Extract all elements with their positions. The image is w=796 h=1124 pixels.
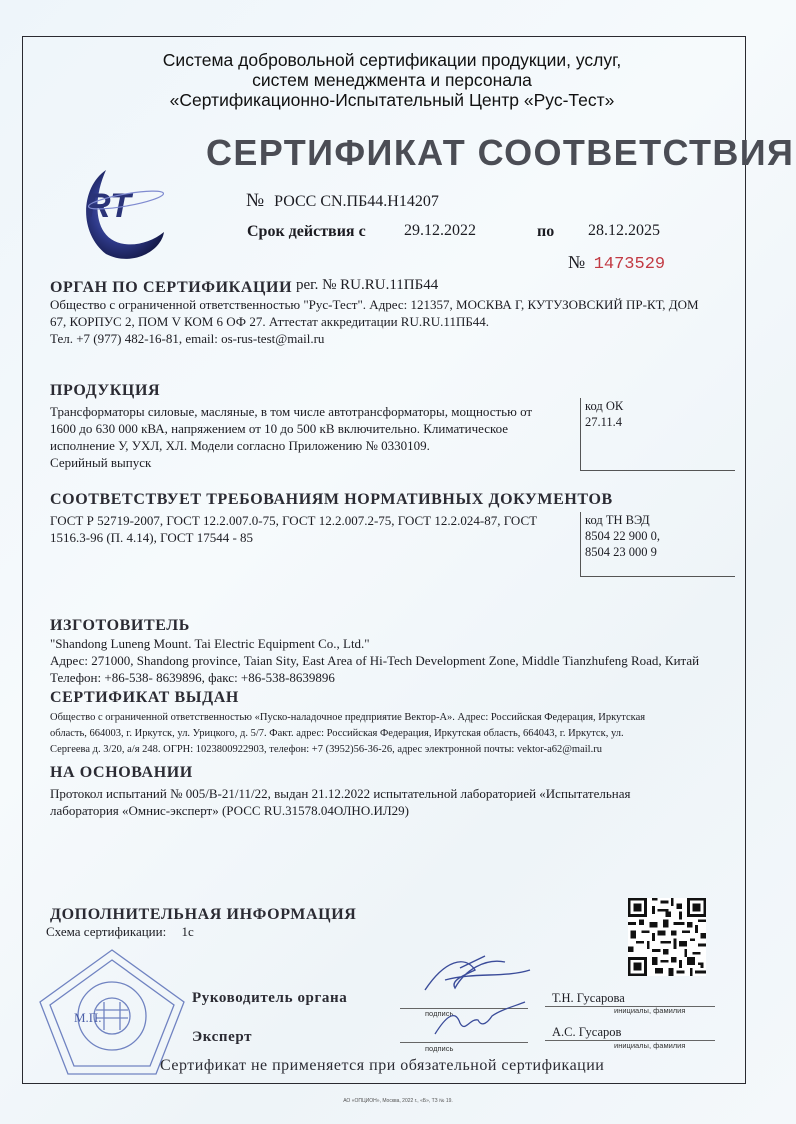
head-signature-icon — [405, 950, 535, 1000]
additional-info-heading: ДОПОЛНИТЕЛЬНАЯ ИНФОРМАЦИЯ — [50, 906, 357, 923]
certification-body-reg: рег. № RU.RU.11ПБ44 — [296, 277, 439, 293]
scheme-label: Схема сертификации: — [46, 924, 167, 939]
scheme-row — [46, 923, 194, 941]
issued-line2: область, 664003, г. Иркутск, ул. Урицкого, д. 5/7. Факт. адрес: Российская Федерация, Иркутская область, 664043, г. Иркутск, ул. — [50, 728, 624, 739]
validity-to-label: по — [537, 223, 555, 240]
issued-line3: Сергеева д. 3/20, а/я 248. ОГРН: 1023800922903, телефон: +7 (3952)56-36-26, адрес электронной почты: vektor-a62@mail.ru — [50, 744, 602, 755]
valid-to: 28.12.2025 — [588, 222, 660, 239]
expert-name-caption: инициалы, фамилия — [614, 1041, 686, 1050]
product-line1: Трансформаторы силовые, масляные, в том числе автотрансформаторы, мощностью от — [50, 404, 533, 419]
printer-footer: АО «ОПЦИОН», Москва, 2022 г., «Б», ТЗ № 19. — [343, 1098, 453, 1104]
stamp-mp-text: М.П. — [74, 1010, 102, 1025]
product-line4: Серийный выпуск — [50, 455, 152, 470]
manufacturer-line2: Адрес: 271000, Shandong province, Taian Sity, East Area of Hi-Tech Development Zone, Middle Tianzhufeng Road, Китай — [50, 653, 700, 668]
logo-text: RT — [86, 187, 131, 225]
tnved-code-value1: 8504 22 900 0, — [585, 529, 660, 543]
blank-number: 1473529 — [593, 255, 666, 274]
number-sign: № — [246, 190, 265, 211]
tnved-code-box — [580, 512, 735, 577]
head-name-caption: инициалы, фамилия — [614, 1006, 686, 1015]
blank-number-sign: № — [568, 252, 586, 272]
tnved-code-value2: 8504 23 000 9 — [585, 545, 657, 559]
manufacturer-line1: "Shandong Luneng Mount. Tai Electric Equipment Co., Ltd." — [50, 636, 370, 651]
system-name-line3: «Сертификационно-Испытательный Центр «Рус-Тест» — [169, 90, 615, 110]
cert-number: РОСС CN.ПБ44.Н14207 — [274, 193, 439, 210]
cert-number-row — [246, 190, 439, 212]
product-heading: ПРОДУКЦИЯ — [50, 382, 161, 399]
validity-label: Срок действия с — [247, 223, 366, 240]
okpd-code-box — [580, 398, 735, 471]
head-of-body-label: Руководитель органа — [192, 990, 348, 1006]
okpd-code-label: код ОК — [585, 399, 624, 413]
expert-name: А.С. Гусаров — [552, 1025, 622, 1039]
basis-line1: Протокол испытаний № 005/В-21/11/22, выдан 21.12.2022 испытательной лабораторией «Испытательная — [50, 786, 631, 801]
expert-sign-caption: подпись — [425, 1044, 454, 1053]
manufacturer-heading: ИЗГОТОВИТЕЛЬ — [50, 617, 190, 634]
certificate-title: СЕРТИФИКАТ СООТВЕТСТВИЯ — [206, 132, 795, 173]
issued-heading: СЕРТИФИКАТ ВЫДАН — [50, 689, 239, 706]
certification-body-line1: Общество с ограниченной ответственностью "Рус-Тест". Адрес: 121357, МОСКВА Г, КУТУЗОВСКИЙ ПР-КТ, ДОМ — [50, 297, 699, 312]
okpd-code-value: 27.11.4 — [585, 415, 623, 429]
expert-label: Эксперт — [192, 1029, 253, 1045]
certification-body-line3: Тел. +7 (977) 482-16-81, email: os-rus-test@mail.ru — [50, 331, 325, 346]
standards-line2: 1516.3-96 (П. 4.14), ГОСТ 17544 - 85 — [50, 530, 254, 545]
basis-line2: лаборатория «Омнис-эксперт» (РОСС RU.31578.04ОЛНО.ИЛ29) — [50, 803, 409, 818]
blank-number-row — [568, 252, 665, 274]
expert-signature-icon — [420, 998, 530, 1040]
notice-text: Сертификат не применяется при обязательной сертификации — [160, 1057, 605, 1074]
rt-logo-icon — [76, 162, 168, 262]
basis-heading: НА ОСНОВАНИИ — [50, 764, 193, 781]
qr-code-icon — [628, 898, 706, 976]
expert-sign-line — [400, 1042, 528, 1043]
scheme-value: 1с — [181, 924, 194, 939]
standards-line1: ГОСТ Р 52719-2007, ГОСТ 12.2.007.0-75, ГОСТ 12.2.007.2-75, ГОСТ 12.2.024-87, ГОСТ — [50, 513, 538, 528]
valid-from: 29.12.2022 — [404, 222, 476, 239]
head-name: Т.Н. Гусарова — [552, 991, 625, 1005]
certification-body-heading: ОРГАН ПО СЕРТИФИКАЦИИ — [50, 279, 293, 296]
system-name-line2: систем менеджмента и персонала — [252, 70, 532, 90]
certification-body-line2: 67, КОРПУС 2, ПОМ V КОМ 6 ОФ 27. Аттестат аккредитации RU.RU.11ПБ44. — [50, 314, 490, 329]
head-sign-caption: подпись — [425, 1009, 454, 1018]
tnved-code-label: код ТН ВЭД — [585, 513, 650, 527]
product-line2: 1600 до 630 000 кВА, напряжением от 10 до 500 кВ включительно. Климатическое — [50, 421, 509, 436]
standards-heading: СООТВЕТСТВУЕТ ТРЕБОВАНИЯМ НОРМАТИВНЫХ ДОКУМЕНТОВ — [50, 491, 613, 508]
issued-line1: Общество с ограниченной ответственностью «Пуско-наладочное предприятие Вектор-А». Адрес: Российская Федерация, Иркутская — [50, 712, 646, 723]
manufacturer-line3: Телефон: +86-538- 8639896, факс: +86-538-8639896 — [50, 670, 335, 685]
system-name-line1: Система добровольной сертификации продукции, услуг, — [162, 50, 622, 70]
product-line3: исполнение У, УХЛ, ХЛ. Модели согласно Приложению № 0330109. — [50, 438, 430, 453]
